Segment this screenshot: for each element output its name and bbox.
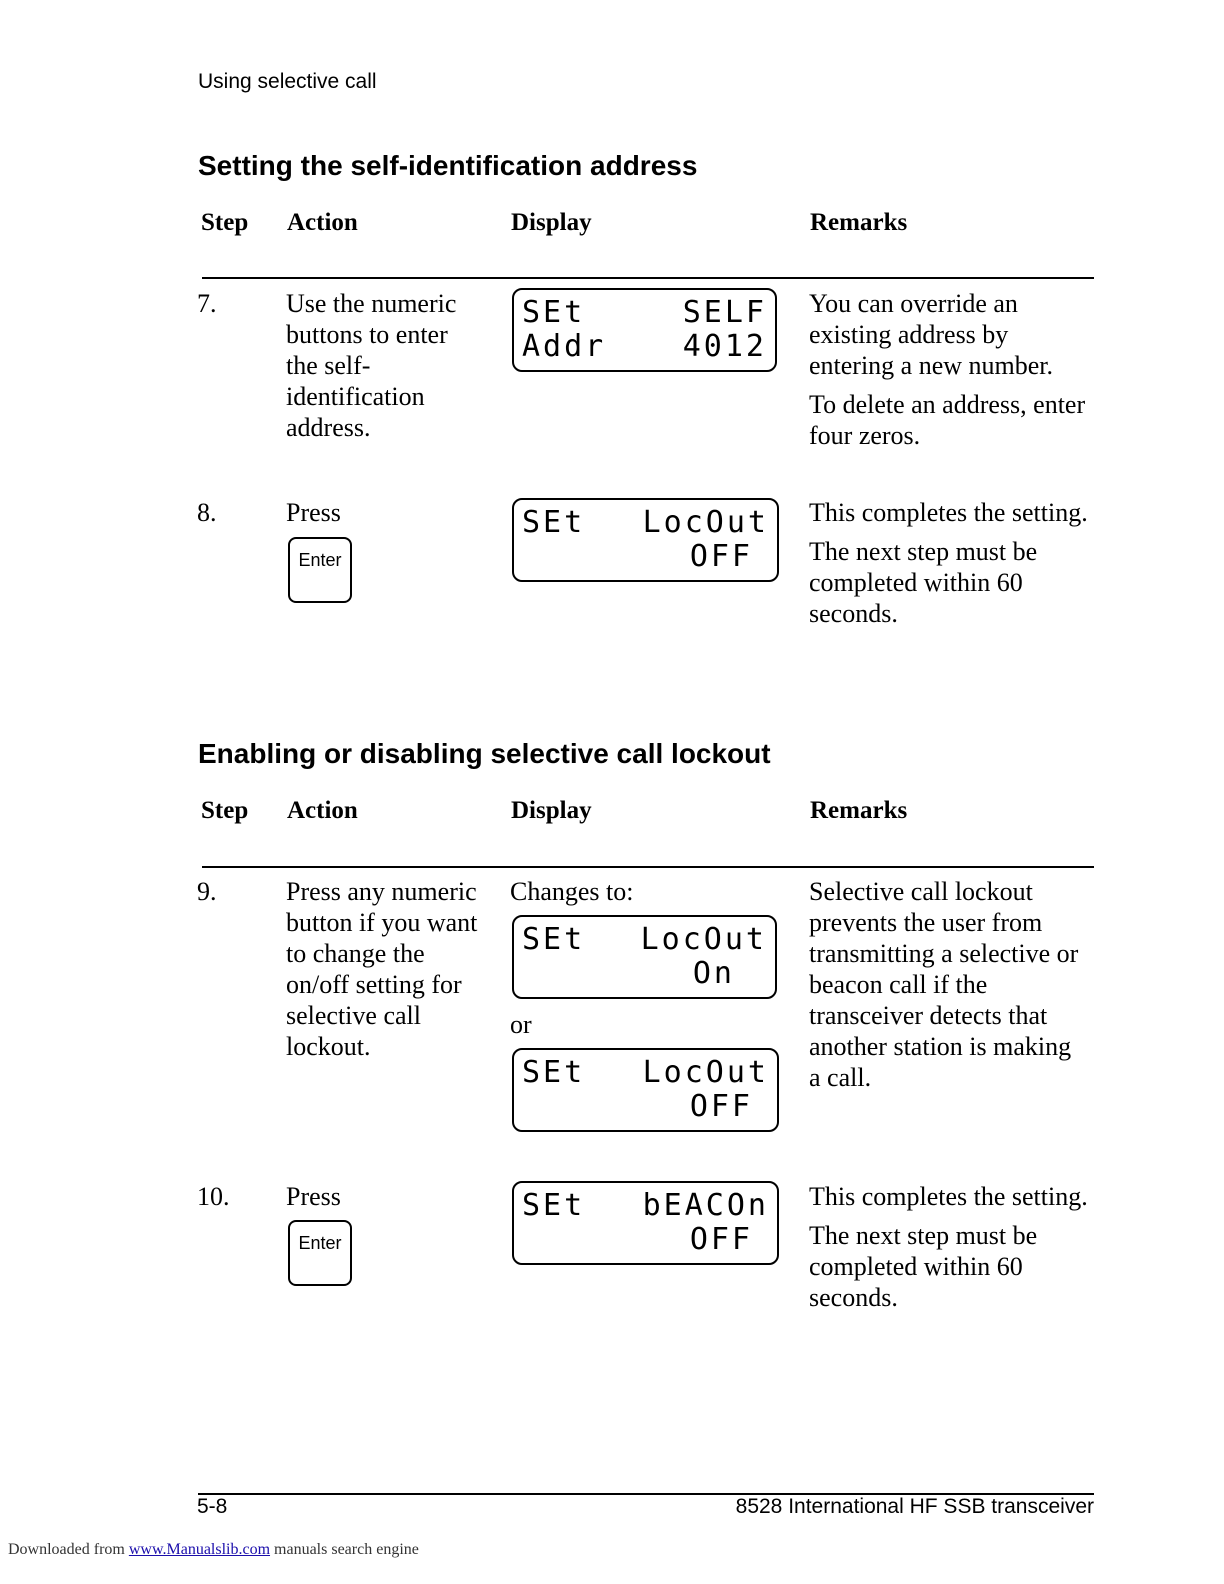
lcd-line1-right: LocOut bbox=[642, 1055, 769, 1090]
display-intro: Changes to: bbox=[510, 877, 634, 906]
action-text: Use the numeric buttons to enter the self-identification address. bbox=[286, 289, 457, 442]
enter-key-icon: Enter bbox=[288, 1220, 352, 1286]
action-text: Press bbox=[286, 1182, 341, 1211]
lcd-display bbox=[512, 1181, 779, 1265]
display-or: or bbox=[510, 1010, 532, 1039]
remark-text: You can override an existing address by entering a new number. bbox=[809, 289, 1054, 380]
lcd-display bbox=[512, 1048, 779, 1132]
lcd-display bbox=[512, 915, 777, 999]
header-rule bbox=[202, 277, 1094, 279]
col-head-step: Step bbox=[201, 797, 249, 824]
lcd-display bbox=[512, 288, 777, 372]
enter-key-icon: Enter bbox=[288, 537, 352, 603]
lcd-line2-right: OFF bbox=[689, 539, 753, 574]
remark-text: Selective call lockout prevents the user from transmitting a selective or beacon call if the transceiver detects that another station is making a call. bbox=[809, 877, 1079, 1092]
remarks-cell bbox=[809, 288, 1094, 451]
remark-text: The next step must be completed within 60 seconds. bbox=[809, 537, 1038, 628]
remarks-cell bbox=[809, 876, 1084, 1093]
remark-text: This completes the setting. bbox=[809, 498, 1088, 527]
download-note bbox=[8, 1541, 419, 1559]
lcd-line1-left: SEt bbox=[522, 922, 586, 957]
lcd-line1-left: SEt bbox=[522, 295, 586, 330]
action-text: Press any numeric button if you want to change the on/off setting for selective call lockout. bbox=[286, 877, 478, 1061]
lcd-line2-right: 4012 bbox=[682, 329, 767, 364]
lcd-line1-left: SEt bbox=[522, 1055, 586, 1090]
col-head-action: Action bbox=[287, 209, 358, 236]
lcd-line1-left: SEt bbox=[522, 505, 586, 540]
page-number: 5-8 bbox=[197, 1495, 228, 1518]
lcd-display bbox=[512, 498, 779, 582]
col-head-display: Display bbox=[511, 797, 592, 824]
step-number: 8. bbox=[197, 498, 217, 527]
manualslib-link[interactable]: www.Manualslib.com bbox=[128, 1541, 271, 1558]
remarks-cell bbox=[809, 497, 1094, 629]
lcd-line2-left: Addr bbox=[522, 329, 607, 364]
col-head-remarks: Remarks bbox=[810, 209, 908, 236]
lcd-line1-right: LocOut bbox=[642, 505, 769, 540]
col-head-action: Action bbox=[287, 797, 358, 824]
lcd-line1-right: bEACOn bbox=[642, 1188, 769, 1223]
remark-text: To delete an address, enter four zeros. bbox=[809, 390, 1086, 450]
action-text: Press bbox=[286, 498, 341, 527]
step-number: 9. bbox=[197, 877, 217, 906]
header-rule bbox=[202, 866, 1094, 868]
remark-text: This completes the setting. bbox=[809, 1182, 1088, 1211]
running-head: Using selective call bbox=[198, 70, 377, 93]
lcd-line2-right: OFF bbox=[689, 1089, 753, 1124]
download-prefix: Downloaded from bbox=[8, 1541, 129, 1558]
footer-product: 8528 International HF SSB transceiver bbox=[735, 1495, 1094, 1518]
section-title-lockout: Enabling or disabling selective call lockout bbox=[198, 738, 771, 769]
lcd-line1-right: LocOut bbox=[640, 922, 767, 957]
col-head-remarks: Remarks bbox=[810, 797, 908, 824]
remark-text: The next step must be completed within 60 seconds. bbox=[809, 1221, 1038, 1312]
section-title-self-id: Setting the self-identification address bbox=[198, 150, 698, 181]
step-number: 7. bbox=[197, 289, 217, 318]
lcd-line2-right: On bbox=[692, 956, 735, 991]
lcd-line1-right: SELF bbox=[682, 295, 767, 330]
step-number: 10. bbox=[197, 1182, 230, 1211]
col-head-display: Display bbox=[511, 209, 592, 236]
download-suffix: manuals search engine bbox=[270, 1541, 419, 1558]
col-head-step: Step bbox=[201, 209, 249, 236]
lcd-line2-right: OFF bbox=[689, 1222, 753, 1257]
lcd-line1-left: SEt bbox=[522, 1188, 586, 1223]
remarks-cell bbox=[809, 1181, 1094, 1313]
